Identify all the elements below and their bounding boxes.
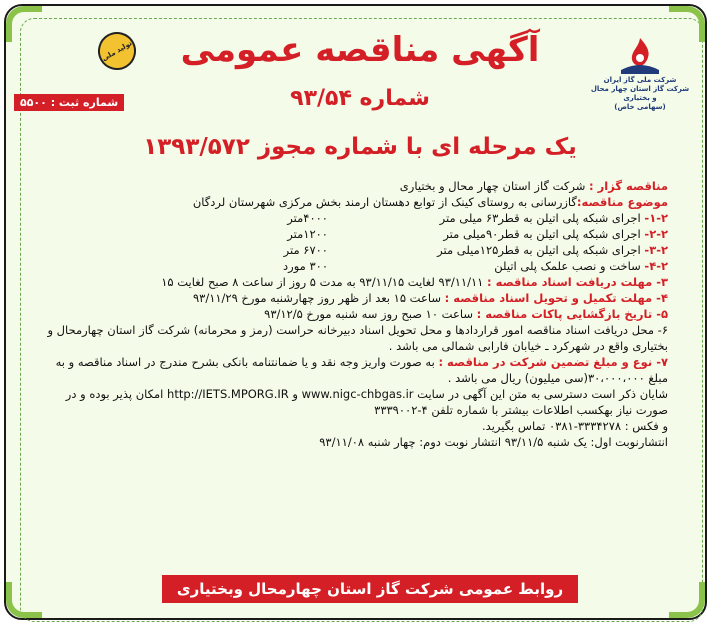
subject-value: گازرسانی به روستای کینک از توابع دهستان ارمند بخش مرکزی شهرستان لردگان xyxy=(192,195,577,209)
employer-label: مناقصه گزار : xyxy=(589,179,668,193)
guarantee-label: ۷- نوع و مبلغ تضمین شرکت در مناقصه : xyxy=(438,355,668,369)
publication-row xyxy=(38,434,668,450)
corner-ornament xyxy=(6,582,42,618)
opening-date-row xyxy=(38,306,668,322)
employer-value: شرکت گاز استان چهار محال و بختیاری xyxy=(399,179,586,193)
website-paragraph xyxy=(38,386,668,418)
item-text: اجرای شبکه پلی اتیلن به قطر۶۳ میلی متر xyxy=(439,211,641,225)
location-paragraph xyxy=(38,322,668,354)
document-receipt-row xyxy=(38,274,668,290)
item-qty: ۳۰۰ مورد xyxy=(283,259,328,273)
logo-line: شرکت گاز استان چهار محال و بختیاری xyxy=(590,85,690,102)
receipt-label: ۳- مهلت دریافت اسناد مناقصه : xyxy=(487,275,668,289)
opening-label: ۵- تاریخ بازگشایی پاکات مناقصه : xyxy=(476,307,668,321)
stage-line: یک مرحله ای با شماره مجوز ۱۳۹۳/۵۷۲ xyxy=(143,134,577,160)
item-number: ۱-۲- xyxy=(644,211,668,225)
notice-number: شماره ۹۳/۵۴ xyxy=(290,86,430,111)
guarantee-paragraph xyxy=(38,354,668,386)
subject-label: موضوع مناقصه: xyxy=(576,195,668,209)
item-text: اجرای شبکه پلی اتیلن به قطر۱۲۵میلی متر xyxy=(437,243,641,257)
item-number: ۲-۲- xyxy=(644,227,668,241)
subject-row xyxy=(38,194,668,210)
list-item xyxy=(38,226,668,242)
fax-row xyxy=(38,418,668,434)
item-number: ۴-۲- xyxy=(644,259,668,273)
item-text: ساخت و نصب علمک پلی اتیلن xyxy=(494,259,641,273)
deadline-label: ۴- مهلت تکمیل و تحویل اسناد مناقصه : xyxy=(444,291,668,305)
guarantee-value: به صورت واریز وجه نقد و یا ضمانتنامه بانکی بشرح مندرج در اسناد مناقصه و به مبلغ ۳۰،۰۰۰،۰۰۰(سی میلیون) ریال می باشد . xyxy=(55,355,668,385)
deadline-value: ساعت ۱۵ بعد از ظهر روز چهارشنبه مورخ ۹۳/۱۱/۲۹ xyxy=(192,291,441,305)
fax-text: و فکس : ۳۳۳۴۲۷۸-۰۳۸۱ تماس بگیرید. xyxy=(482,419,668,433)
public-relations-banner: روابط عمومی شرکت گاز استان چهارمحال وبختیاری xyxy=(162,575,578,603)
company-logo xyxy=(590,36,690,112)
logo-line: شرکت ملی گاز ایران xyxy=(603,76,677,84)
location-text: ۶- محل دریافت اسناد مناقصه امور قراردادها و محل تحویل اسناد دبیرخانه حراست (رمز و محرمانه) شرکت گاز استان چهارمحال و بختیاری واقع در شهرکرد ـ خیابان فارابی شمالی می باشد . xyxy=(47,323,668,353)
employer-row xyxy=(38,178,668,194)
corner-ornament xyxy=(669,582,705,618)
list-item xyxy=(38,242,668,258)
list-item xyxy=(38,258,668,274)
notice-title: آگهی مناقصه عمومی xyxy=(180,30,540,70)
item-qty: ۴۰۰۰متر xyxy=(287,211,328,225)
gas-flame-icon xyxy=(617,36,663,76)
receipt-value: ۹۳/۱۱/۱۱ لغایت ۹۳/۱۱/۱۵ به مدت ۵ روز از ساعت ۸ صبح لغایت ۱۵ xyxy=(161,275,484,289)
publication-text: انتشارنوبت اول: یک شنبه ۹۳/۱۱/۵ انتشار نوبت دوم: چهار شنبه ۹۳/۱۱/۰۸ xyxy=(319,435,668,449)
corner-ornament xyxy=(6,6,42,42)
opening-value: ساعت ۱۰ صبح روز سه شنبه مورخ ۹۳/۱۲/۵ xyxy=(264,307,473,321)
registration-badge: شماره ثبت : ۵۵۰۰ xyxy=(14,94,124,111)
item-text: اجرای شبکه پلی اتیلن به قطر۹۰میلی متر xyxy=(443,227,641,241)
item-number: ۳-۲- xyxy=(644,243,668,257)
item-qty: ۱۲۰۰متر xyxy=(287,227,328,241)
item-qty: ۶۷۰۰ متر xyxy=(283,243,328,257)
logo-line: (سهامی خاص) xyxy=(614,103,666,111)
notice-body xyxy=(38,178,668,450)
submission-deadline-row xyxy=(38,290,668,306)
website-text: شایان ذکر است دسترسی به متن این آگهی در سایت www.nigc-chbgas.ir و http://IETS.MPORG.IR امکان پذیر بوده و در صورت نیاز بهکسب اطلاعات بیشتر با شماره تلفن ۴-۳۳۳۹۰۰۲ xyxy=(65,387,668,417)
list-item xyxy=(38,210,668,226)
national-product-stamp: تولید ملی xyxy=(91,25,143,77)
